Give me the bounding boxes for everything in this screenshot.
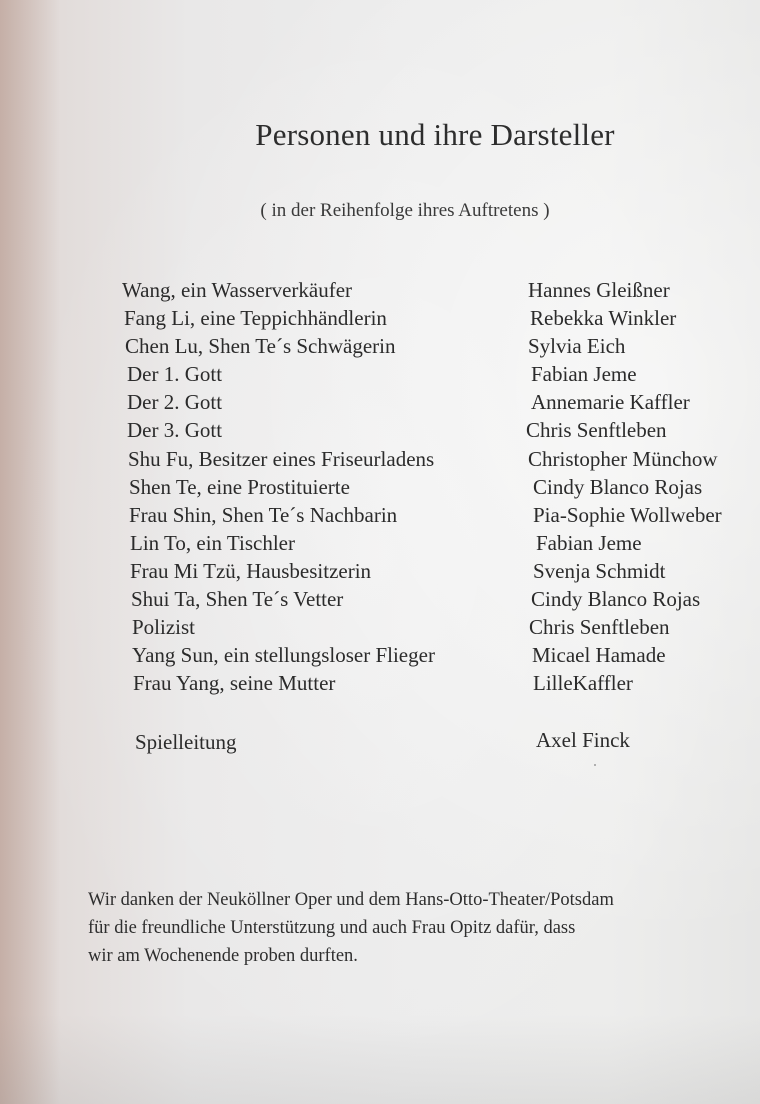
cast-row — [0, 360, 760, 388]
actor-name: Hannes Gleißner — [528, 278, 670, 302]
actor-name: Chris Senftleben — [529, 615, 670, 640]
cast-row — [0, 445, 760, 473]
actor-name: Christopher Münchow — [528, 446, 718, 471]
role-name: Der 1. Gott — [127, 362, 223, 387]
role-name: Yang Sun, ein stellungsloser Flieger — [132, 643, 435, 668]
role-name: Shen Te, eine Prostituierte — [129, 474, 350, 499]
actor-name: Svenja Schmidt — [533, 558, 666, 583]
role-name: Frau Mi Tzü, Hausbesitzerin — [130, 558, 372, 583]
cast-row — [0, 669, 760, 697]
role-name: Lin To, ein Tischler — [130, 530, 295, 555]
role-name: Der 3. Gott — [127, 418, 223, 443]
role-name: Frau Yang, seine Mutter — [133, 671, 336, 696]
cast-row — [0, 388, 760, 416]
cast-row — [0, 641, 760, 669]
cast-row — [0, 416, 760, 444]
actor-name: Pia-Sophie Wollweber — [533, 502, 722, 527]
actor-name: LilleKaffler — [533, 671, 633, 696]
cast-list — [0, 276, 760, 697]
acknowledgement-line: für die freundliche Unterstützung und auch Frau Opitz dafür, dass — [88, 918, 576, 938]
role-name: Frau Shin, Shen Te´s Nachbarin — [129, 502, 398, 527]
cast-row — [0, 613, 760, 641]
cast-row — [0, 332, 760, 360]
cast-row — [0, 585, 760, 613]
acknowledgement-line: wir am Wochenende proben durften. — [88, 946, 358, 966]
actor-name: Fabian Jeme — [531, 362, 637, 387]
actor-name: Chris Senftleben — [526, 418, 667, 443]
actor-name: Rebekka Winkler — [530, 306, 677, 331]
role-name: Shui Ta, Shen Te´s Vetter — [131, 587, 344, 612]
cast-row — [0, 557, 760, 585]
page-subtitle: ( in der Reihenfolge ihres Auftretens ) — [260, 200, 550, 221]
cast-row — [0, 529, 760, 557]
actor-name: Micael Hamade — [532, 643, 666, 668]
cast-row — [0, 501, 760, 529]
page-title: Personen und ihre Darsteller — [255, 117, 615, 152]
director-name: Axel Finck — [536, 728, 630, 752]
acknowledgement — [88, 886, 748, 970]
role-name: Der 2. Gott — [127, 390, 223, 415]
role-name: Polizist — [132, 615, 196, 640]
cast-row — [0, 304, 760, 332]
acknowledgement-line: Wir danken der Neuköllner Oper und dem Hans-Otto-Theater/Potsdam — [88, 890, 614, 910]
actor-name: Cindy Blanco Rojas — [533, 474, 703, 499]
role-name: Fang Li, eine Teppichhändlerin — [124, 306, 387, 331]
paper-speck — [594, 764, 596, 766]
role-name: Wang, ein Wasserverkäufer — [122, 278, 353, 302]
cast-row — [0, 276, 760, 304]
role-name: Shu Fu, Besitzer eines Friseurladens — [128, 446, 435, 471]
actor-name: Sylvia Eich — [528, 334, 626, 359]
role-name: Chen Lu, Shen Te´s Schwägerin — [125, 334, 396, 359]
actor-name: Fabian Jeme — [536, 530, 642, 555]
actor-name: Annemarie Kaffler — [531, 390, 690, 415]
actor-name: Cindy Blanco Rojas — [531, 587, 701, 612]
direction-label: Spielleitung — [135, 730, 237, 754]
cast-row — [0, 473, 760, 501]
